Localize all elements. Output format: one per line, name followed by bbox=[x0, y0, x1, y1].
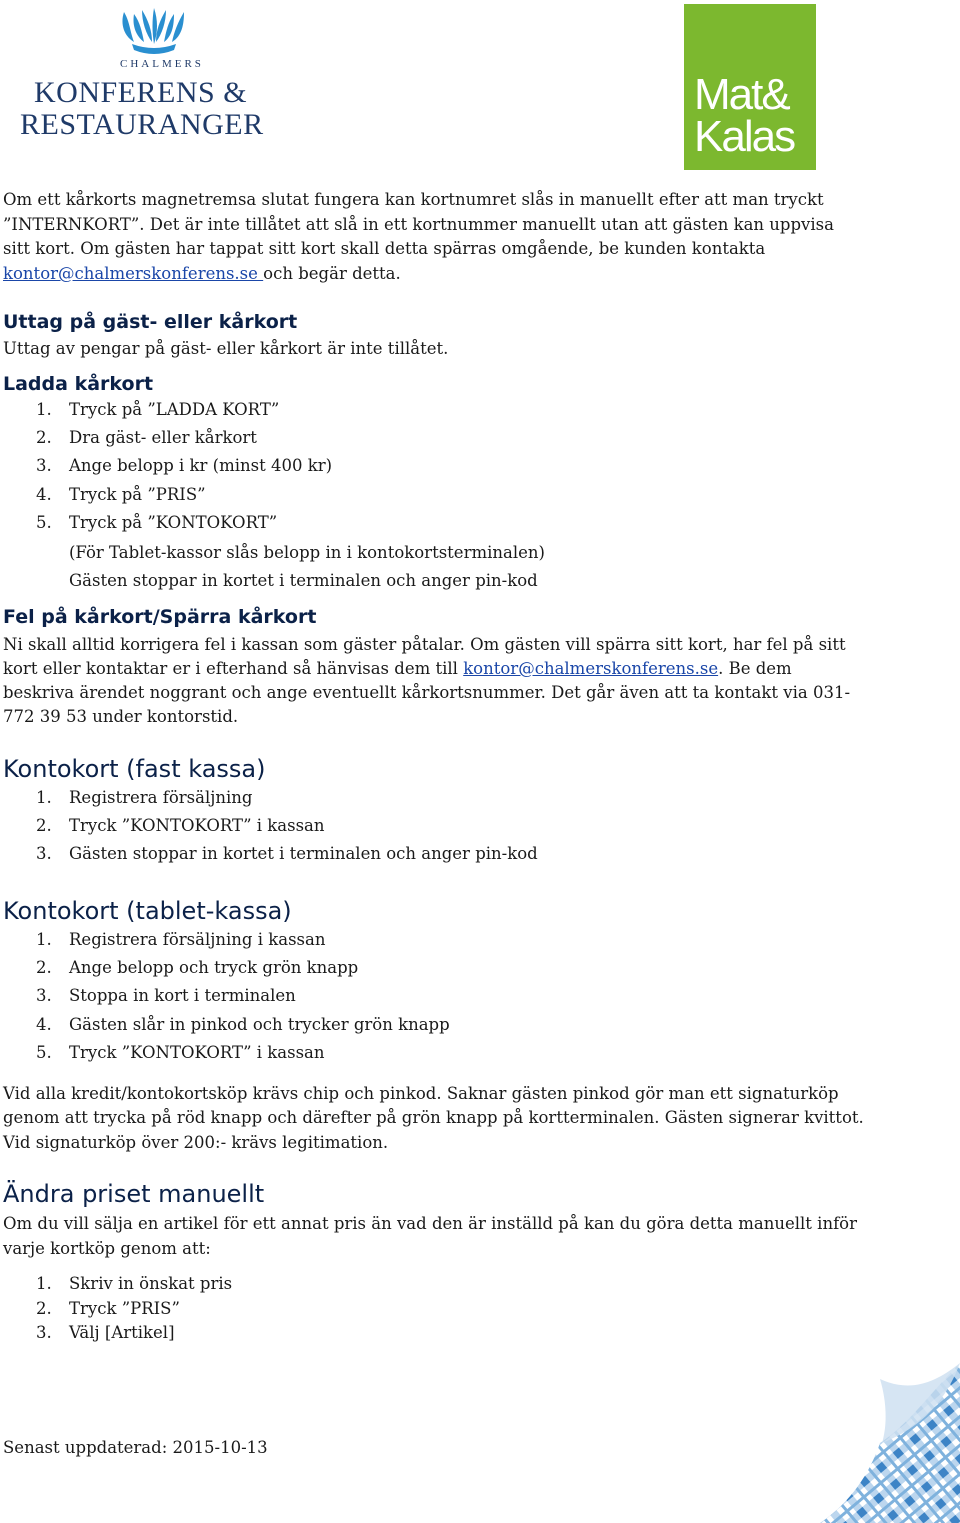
kontokort-fast-heading: Kontokort (fast kassa) bbox=[3, 755, 266, 783]
list-item bbox=[36, 958, 359, 978]
ladda-heading: Ladda kårkort bbox=[3, 373, 154, 395]
list-item bbox=[36, 428, 257, 448]
list-text: Ange belopp och tryck grön knapp bbox=[69, 958, 359, 978]
ladda-note2: Gästen stoppar in kortet i terminalen och anger pin-kod bbox=[69, 571, 538, 590]
fel-line2 bbox=[3, 657, 792, 682]
fel-email-link[interactable]: kontor@chalmerskonferens.se bbox=[463, 659, 719, 678]
intro-line2: ”INTERNKORT”. Det är inte tillåtet att slå in ett kortnummer manuellt utan att gästen kan uppvisa bbox=[3, 215, 834, 234]
list-item bbox=[36, 816, 325, 836]
logo-line2: RESTAURANGER bbox=[20, 108, 264, 141]
matkalas-logo bbox=[684, 4, 816, 170]
list-item bbox=[36, 484, 206, 504]
andra-line2: varje kortköp genom att: bbox=[3, 1239, 211, 1258]
fel-line2-pre: kort eller kontaktar er i efterhand så hänvisas dem till bbox=[3, 659, 464, 678]
list-item bbox=[36, 788, 253, 807]
list-number: 2. bbox=[36, 816, 52, 836]
list-text: Tryck ”KONTOKORT” i kassan bbox=[69, 1042, 325, 1062]
list-item bbox=[36, 456, 333, 476]
list-text: Tryck ”PRIS” bbox=[69, 1298, 180, 1318]
intro-line4-rest: och begär detta. bbox=[263, 264, 401, 283]
list-number: 4. bbox=[36, 484, 52, 504]
fel-line1: Ni skall alltid korrigera fel i kassan som gäster påtalar. Om gästen vill spärra sitt kort, har fel på sitt bbox=[3, 635, 846, 654]
list-number: 5. bbox=[36, 512, 52, 532]
list-number: 2. bbox=[36, 428, 52, 448]
list-text: Gästen slår in pinkod och trycker grön knapp bbox=[69, 1014, 450, 1034]
list-text: Registrera försäljning i kassan bbox=[69, 930, 326, 949]
andra-heading: Ändra priset manuellt bbox=[3, 1180, 265, 1208]
list-number: 3. bbox=[36, 456, 52, 476]
list-text: Tryck på ”KONTOKORT” bbox=[69, 512, 278, 532]
updated-date: Senast uppdaterad: 2015-10-13 bbox=[3, 1438, 268, 1457]
fel-line2-post: . Be dem bbox=[718, 659, 792, 678]
page-curl-decoration bbox=[760, 1363, 960, 1523]
list-number: 4. bbox=[36, 1014, 52, 1034]
list-text: Dra gäst- eller kårkort bbox=[69, 428, 257, 448]
list-item bbox=[36, 844, 538, 864]
fel-line3: beskriva ärendet noggrant och ange eventuellt kårkortsnummer. Det går även att ta kontakt via 031- bbox=[3, 683, 851, 702]
list-text: Registrera försäljning bbox=[69, 788, 253, 807]
intro-line3: sitt kort. Om gästen har tappat sitt kort skall detta spärras omgående, be kunden kontakta bbox=[3, 239, 766, 258]
list-item bbox=[36, 400, 280, 419]
fel-heading: Fel på kårkort/Spärra kårkort bbox=[3, 606, 317, 628]
kredit-line1: Vid alla kredit/kontokortsköp krävs chip och pinkod. Saknar gästen pinkod gör man ett signaturköp bbox=[3, 1084, 839, 1103]
uttag-heading: Uttag på gäst- eller kårkort bbox=[3, 311, 298, 333]
intro-line4 bbox=[3, 262, 401, 287]
list-text: Ange belopp i kr (minst 400 kr) bbox=[69, 456, 333, 476]
list-text: Stoppa in kort i terminalen bbox=[69, 986, 296, 1006]
list-item bbox=[36, 512, 278, 532]
list-text: Välj [Artikel] bbox=[69, 1323, 175, 1342]
fel-line4: 772 39 53 under kontorstid. bbox=[3, 707, 239, 726]
list-text: Tryck ”KONTOKORT” i kassan bbox=[69, 816, 325, 836]
list-item bbox=[36, 1014, 450, 1034]
contact-email-link[interactable]: kontor@chalmerskonferens.se bbox=[3, 264, 264, 283]
list-number: 5. bbox=[36, 1042, 52, 1062]
list-item bbox=[36, 1042, 325, 1062]
kontokort-tablet-heading: Kontokort (tablet-kassa) bbox=[3, 897, 292, 925]
list-number: 1. bbox=[36, 1274, 52, 1293]
list-number: 2. bbox=[36, 958, 52, 978]
list-item bbox=[36, 930, 326, 949]
matkalas-line2: Kalas bbox=[694, 112, 795, 161]
list-text: Skriv in önskat pris bbox=[69, 1274, 233, 1293]
list-number: 1. bbox=[36, 788, 52, 807]
uttag-text: Uttag av pengar på gäst- eller kårkort är inte tillåtet. bbox=[3, 339, 449, 358]
list-item bbox=[36, 986, 296, 1006]
logo-small-text: CHALMERS bbox=[120, 58, 204, 70]
list-number: 2. bbox=[36, 1298, 52, 1318]
list-item bbox=[36, 1274, 233, 1293]
list-text: Tryck på ”LADDA KORT” bbox=[69, 400, 280, 419]
matkalas-line1: Mat& bbox=[694, 70, 789, 119]
kredit-line3: Vid signaturköp över 200:- krävs legitimation. bbox=[3, 1133, 389, 1152]
intro-line1: Om ett kårkorts magnetremsa slutat fungera kan kortnumret slås in manuellt efter att man tryckt bbox=[3, 190, 824, 209]
list-number: 1. bbox=[36, 400, 52, 419]
list-number: 1. bbox=[36, 930, 52, 949]
list-item bbox=[36, 1298, 180, 1318]
kredit-line2: genom att trycka på röd knapp och därefter på grön knapp på kortterminalen. Gästen signerar kvittot. bbox=[3, 1108, 864, 1127]
list-number: 3. bbox=[36, 986, 52, 1006]
list-number: 3. bbox=[36, 1323, 52, 1342]
list-item bbox=[36, 1323, 175, 1342]
list-text: Gästen stoppar in kortet i terminalen och anger pin-kod bbox=[69, 844, 538, 864]
andra-line1: Om du vill sälja en artikel för ett annat pris än vad den är inställd på kan du göra detta manuellt inför bbox=[3, 1214, 857, 1233]
ladda-note1: (För Tablet-kassor slås belopp in i kontokortsterminalen) bbox=[69, 543, 545, 562]
logo-line1: KONFERENS & bbox=[34, 76, 248, 109]
list-text: Tryck på ”PRIS” bbox=[69, 484, 206, 504]
list-number: 3. bbox=[36, 844, 52, 864]
chalmers-logo bbox=[20, 6, 290, 140]
crown-icon bbox=[20, 6, 290, 66]
